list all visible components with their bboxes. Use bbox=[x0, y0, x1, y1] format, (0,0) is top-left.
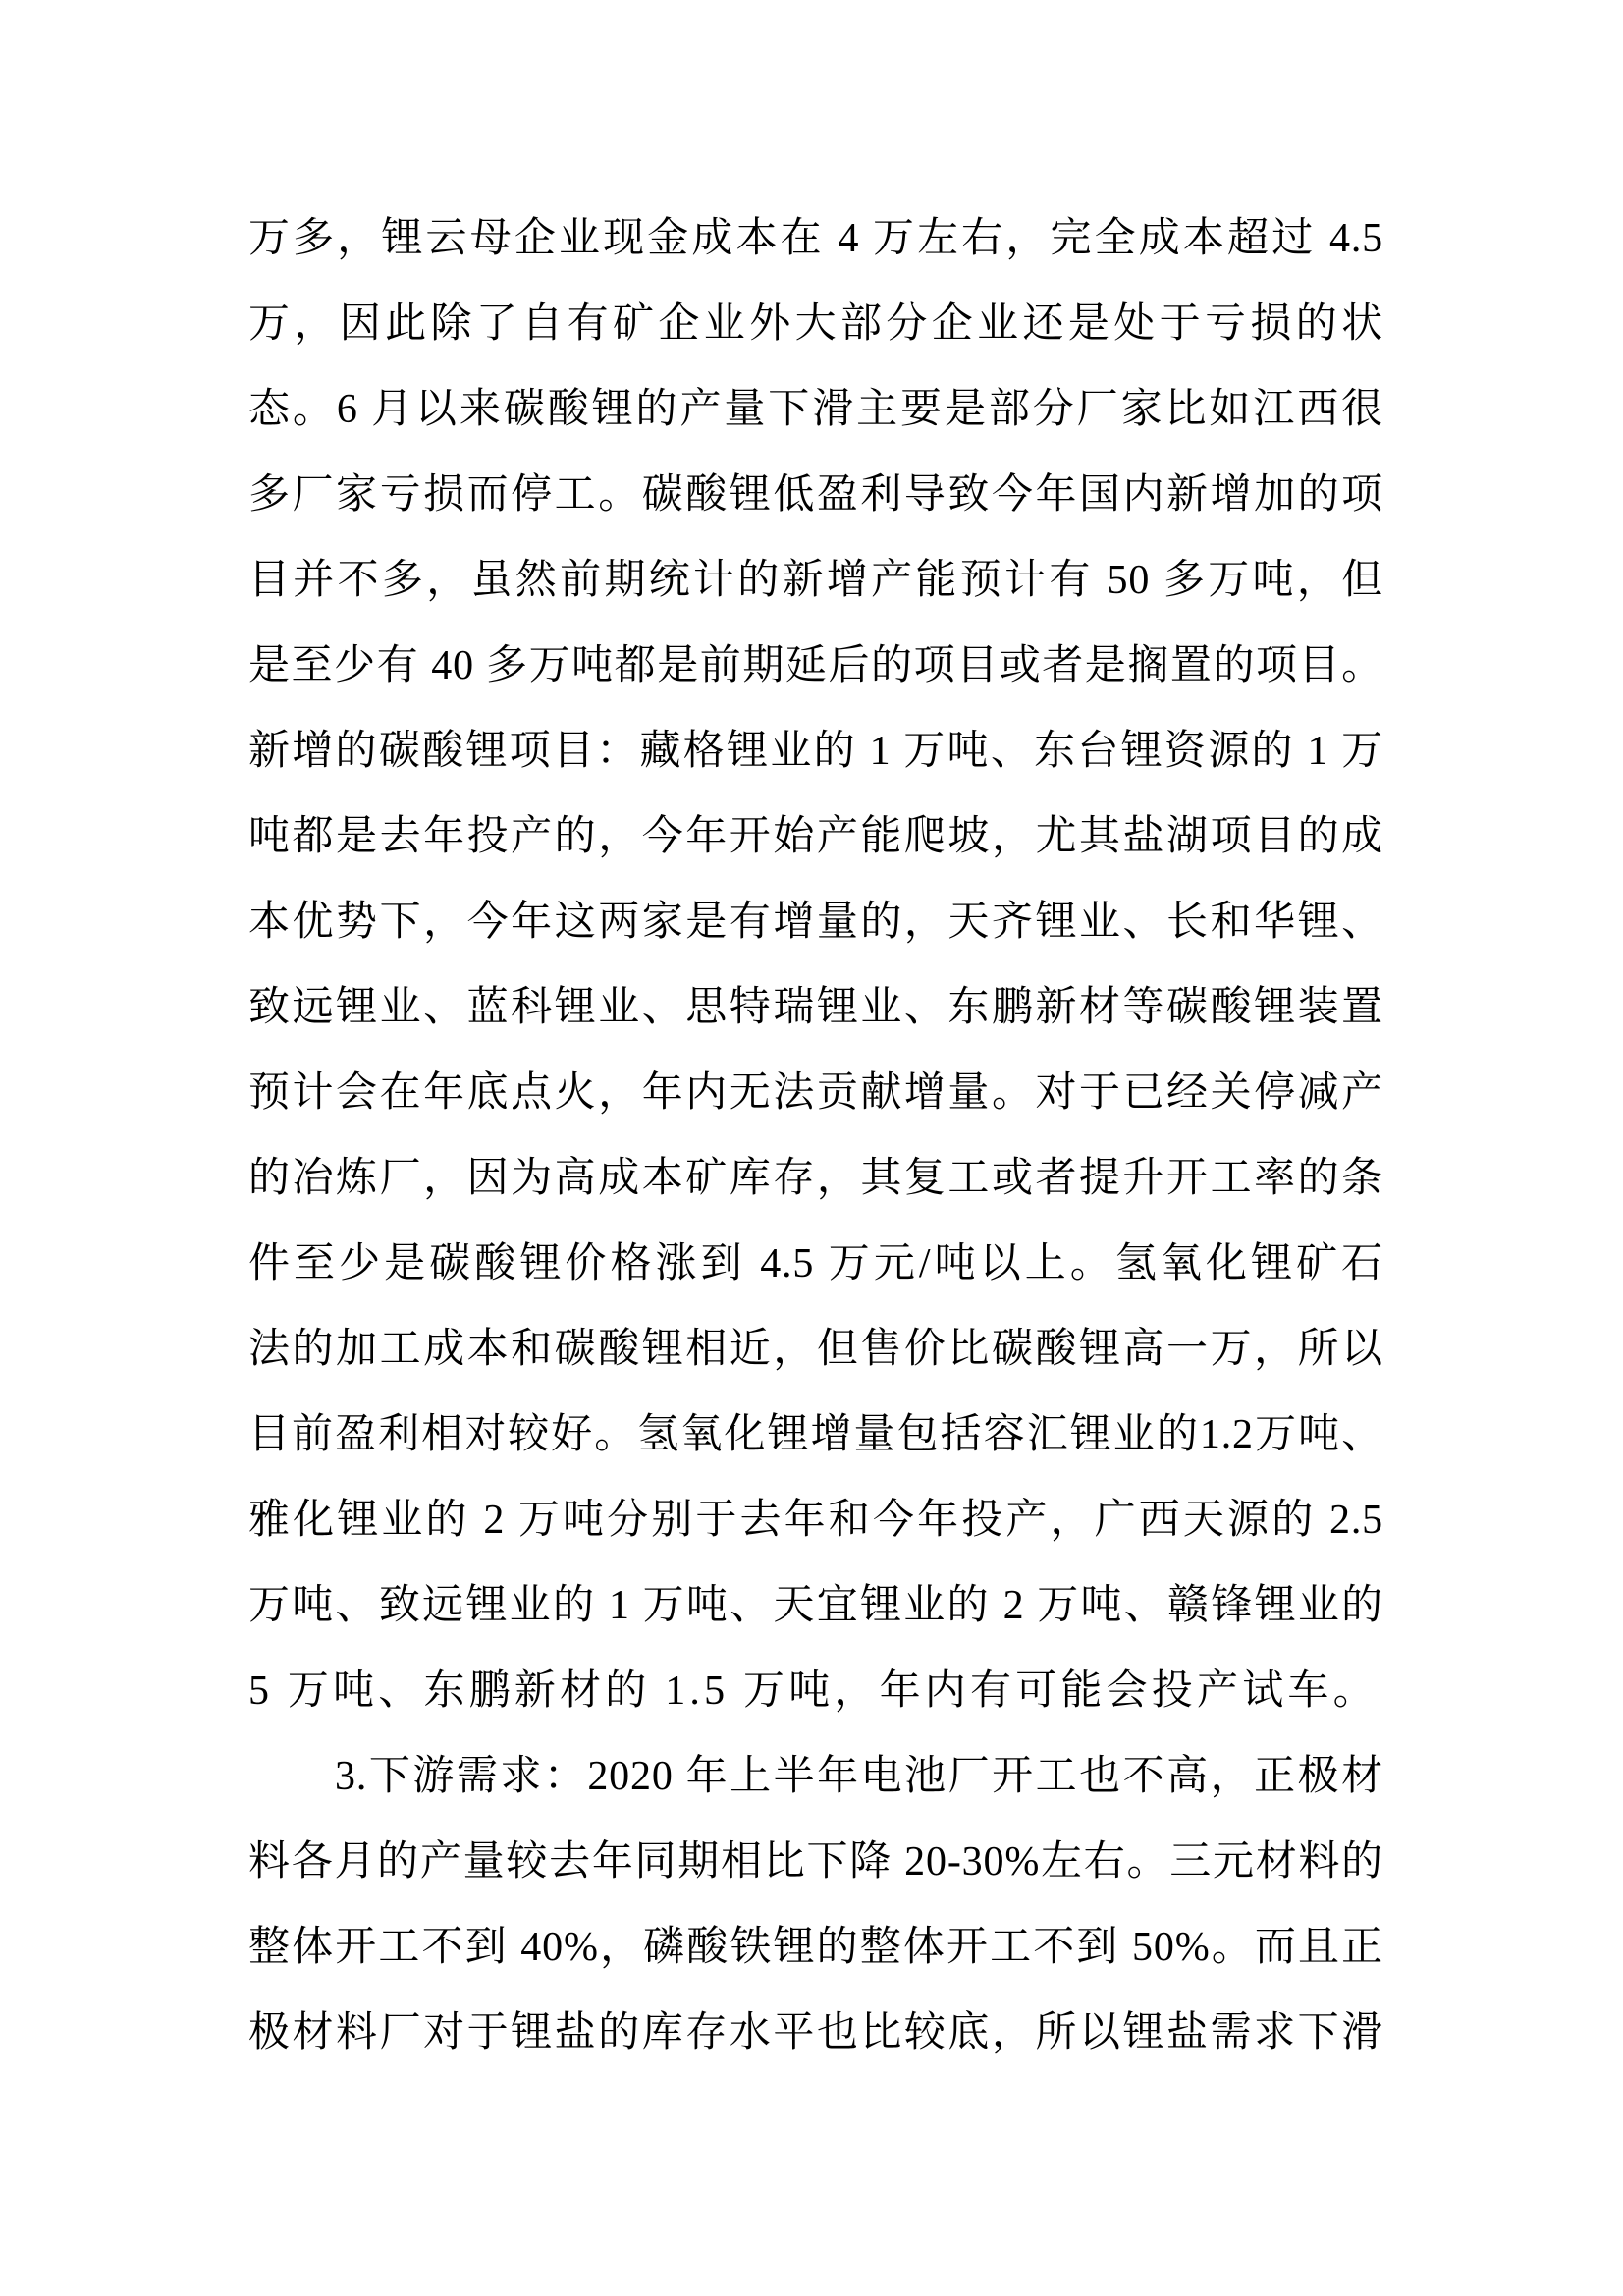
text-line: 整体开工不到 40%，磷酸铁锂的整体开工不到 50%。而且正 bbox=[248, 1925, 1383, 1970]
text-line: 法的加工成本和碳酸锂相近，但售价比碳酸锂高一万，所以 bbox=[248, 1327, 1383, 1372]
text-line: 万，因此除了自有矿企业外大部分企业还是处于亏损的状 bbox=[248, 301, 1383, 347]
text-line: 预计会在年底点火，年内无法贡献增量。对于已经关停减产 bbox=[248, 1070, 1383, 1116]
text-line: 吨都是去年投产的，今年开始产能爬坡，尤其盐湖项目的成 bbox=[248, 814, 1383, 859]
body-text bbox=[248, 196, 1383, 2076]
text-line: 万多，锂云母企业现金成本在 4 万左右，完全成本超过 4.5 bbox=[248, 216, 1383, 261]
text-line: 料各月的产量较去年同期相比下降 20-30%左右。三元材料的 bbox=[248, 1839, 1383, 1885]
text-line: 万吨、致远锂业的 1 万吨、天宜锂业的 2 万吨、赣锋锂业的 bbox=[248, 1583, 1383, 1628]
text-line: 3.下游需求：2020 年上半年电池厂开工也不高，正极材 bbox=[335, 1754, 1383, 1799]
text-line: 极材料厂对于锂盐的库存水平也比较底，所以锂盐需求下滑 bbox=[248, 2010, 1383, 2055]
text-line: 目并不多，虽然前期统计的新增产能预计有 50 多万吨，但 bbox=[248, 558, 1383, 603]
text-line: 的冶炼厂，因为高成本矿库存，其复工或者提升开工率的条 bbox=[248, 1156, 1383, 1201]
text-line: 雅化锂业的 2 万吨分别于去年和今年投产，广西天源的 2.5 bbox=[248, 1498, 1383, 1543]
text-line: 致远锂业、蓝科锂业、思特瑞锂业、东鹏新材等碳酸锂装置 bbox=[248, 985, 1383, 1030]
text-line: 5 万吨、东鹏新材的 1.5 万吨，年内有可能会投产试车。 bbox=[248, 1668, 1379, 1714]
text-line: 是至少有 40 多万吨都是前期延后的项目或者是搁置的项目。 bbox=[248, 643, 1383, 688]
text-line: 新增的碳酸锂项目：藏格锂业的 1 万吨、东台锂资源的 1 万 bbox=[248, 729, 1383, 774]
text-line: 目前盈利相对较好。氢氧化锂增量包括容汇锂业的1.2万吨、 bbox=[248, 1412, 1383, 1457]
text-line: 多厂家亏损而停工。碳酸锂低盈利导致今年国内新增加的项 bbox=[248, 472, 1383, 518]
text-line: 态。6 月以来碳酸锂的产量下滑主要是部分厂家比如江西很 bbox=[248, 387, 1383, 432]
text-line: 本优势下，今年这两家是有增量的，天齐锂业、长和华锂、 bbox=[248, 900, 1383, 945]
text-line: 件至少是碳酸锂价格涨到 4.5 万元/吨以上。氢氧化锂矿石 bbox=[248, 1241, 1383, 1286]
